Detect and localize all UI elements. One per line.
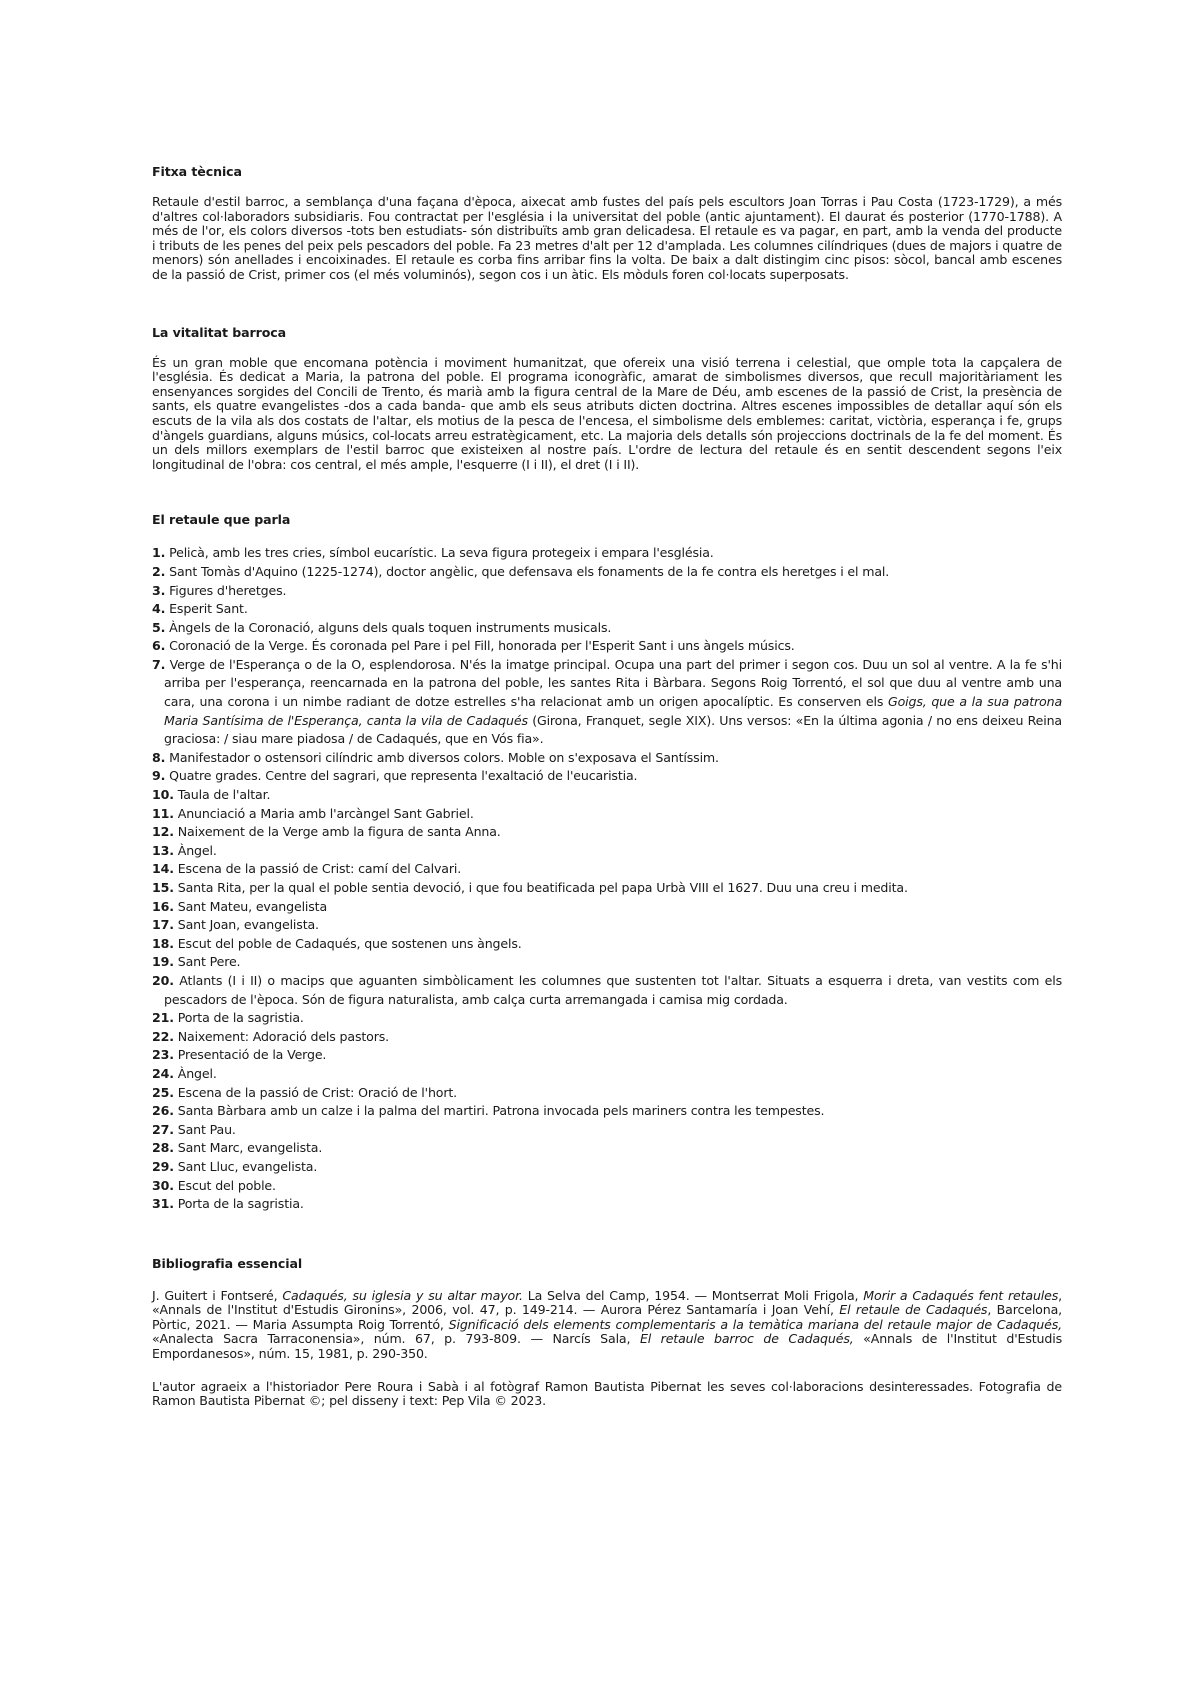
list-item	[152, 972, 1062, 1009]
bibliography-text: , Barcelona, Pòrtic, 2021. — Maria Assumpta Roig Torrentó,	[152, 1302, 1062, 1332]
item-number: 17.	[152, 917, 174, 933]
bibliography-title: Significació dels elements complementaris a la temàtica mariana del retaule major de Cadaqués,	[448, 1316, 1062, 1332]
item-number: 25.	[152, 1084, 174, 1100]
bibliography-paragraph	[152, 1289, 1062, 1362]
item-number: 30.	[152, 1177, 174, 1193]
section-heading: La vitalitat barroca	[152, 324, 287, 340]
list-item	[152, 600, 1062, 619]
item-text: Sant Pau.	[177, 1121, 236, 1137]
item-number: 16.	[152, 898, 174, 914]
item-text: (Girona, Franquet, segle XIX). Uns versos: «En la última agonia / no ens deixeu Reina graciosa: / siau mare piadosa / de Cadaqués, que en Vós fia».	[164, 712, 1062, 747]
item-number: 26.	[152, 1103, 174, 1119]
item-text: Taula de l'altar.	[177, 787, 271, 803]
item-text: Santa Rita, per la qual el poble sentia devoció, i que fou beatificada pel papa Urbà VIII el 1627. Duu una creu i medita.	[177, 880, 908, 895]
list-item	[152, 935, 1062, 954]
item-number: 7.	[152, 656, 166, 672]
item-number: 23.	[152, 1047, 174, 1063]
section-heading: El retaule que parla	[152, 512, 291, 528]
item-number: 13.	[152, 842, 174, 858]
section-paragraph: Retaule d'estil barroc, a semblança d'una façana d'època, aixecat amb fustes del país pels escultors Joan Torras i Pau Costa (1723-1729), a més d'altres col·laboradors subsidiaris. Fou contractat per l'església i la universitat del poble (antic ajuntament). El daurat és posterior (1770-1788). A més de l'or, els colors diversos -tots ben estudiats- són distribuïts amb gran delicadesa. El retaule es va pagar, en part, amb la venda del producte i tributs de les penes del peix pels pescadors del poble. Fa 23 metres d'alt per 12 d'amplada. Les columnes cilíndriques (dues de majors i quatre de menors) són anellades i encoixinades. El retaule es corba fins arribar fins la volta. De baix a dalt distingim cinc pisos: sòcol, bancal amb escenes de la passió de Crist, primer cos (el més voluminós), segon cos i un àtic. Els mòduls foren col·locats superposats.	[152, 194, 1062, 282]
item-text: Verge de l'Esperança o de la O, esplendorosa. N'és la imatge principal. Ocupa una part del primer i segon cos. Duu un sol al ventre. A la fe s'hi arriba per l'esperança, reencarnada en la patrona del poble, les santes Rita i Bàrbara. Segons Roig Torrentó, el sol que duu al ventre amb una cara, una corona i un nimbe radiant de dotze estrelles s'ha relacionat amb un origen apocalíptic. Es conserven els	[164, 656, 1062, 710]
item-text: Naixement de la Verge amb la figura de santa Anna.	[177, 824, 501, 840]
item-number: 11.	[152, 805, 174, 821]
item-text: Sant Lluc, evangelista.	[177, 1158, 318, 1174]
item-text: Àngel.	[177, 842, 217, 858]
item-text: Atlants (I i II) o macips que aguanten simbòlicament les columnes que sustenten tot l'altar. Situats a esquerra i dreta, van vestits com els pescadors de l'època. Són de figura naturalista, amb calça curta arremangada i camisa mig cordada.	[164, 972, 1063, 1007]
bibliography-text: «Annals de l'Institut d'Estudis Empordanesos», núm. 15, 1981, p. 290-350.	[152, 1331, 1062, 1362]
list-item	[152, 1139, 1062, 1158]
section-paragraph: És un gran moble que encomana potència i moviment humanitzat, que ofereix una visió terrena i celestial, que omple tota la capçalera de l'església. És dedicat a Maria, la patrona del poble. El programa iconogràfic, amarat de simbolismes diversos, que recull majoritàriament les ensenyances sorgides del Concili de Trento, és marià amb la figura central de la Mare de Déu, amb escenes de la passió de Crist, la presència de sants, els quatre evangelistes -dos a cada banda- que amb els seus atributs dicten doctrina. Altres escenes impossibles de detallar aquí són els escuts de la vila als dos costats de l'altar, els motius de la pesca de l'encesa, el simbolisme dels emblemes: caritat, victòria, esperança i fe, grups d'àngels guardians, alguns músics, col-locats arreu estratègicament, etc. La majoria dels detalls són projeccions doctrinals de la fe del moment. És un dels millors exemplars de l'estil barroc que existeixen al nostre país. L'ordre de lectura del retaule és en sentit descendent segons l'eix longitudinal de l'obra: cos central, el més ample, l'esquerre (I i II), el dret (I i II).	[152, 354, 1062, 472]
list-item	[152, 1121, 1062, 1140]
item-number: 21.	[152, 1010, 174, 1026]
item-text: Escut del poble de Cadaqués, que sostenen uns àngels.	[177, 935, 522, 951]
item-text: Anunciació a Maria amb l'arcàngel Sant Gabriel.	[177, 805, 474, 821]
item-text: Quatre grades. Centre del sagrari, que representa l'exaltació de l'eucaristia.	[169, 768, 638, 784]
list-item	[152, 823, 1062, 842]
item-number: 28.	[152, 1140, 174, 1156]
list-item	[152, 898, 1062, 917]
item-number: 22.	[152, 1028, 174, 1044]
bibliography-text: , «Annals de l'Institut d'Estudis Gironins», 2006, vol. 47, p. 149-214. — Aurora Pérez Santamaría i Joan Vehí,	[152, 1287, 1062, 1318]
item-number: 24.	[152, 1065, 174, 1081]
item-text: Sant Pere.	[177, 954, 241, 970]
bibliography-text: «Analecta Sacra Tarraconensia», núm. 67, p. 793-809. — Narcís Sala,	[152, 1331, 640, 1347]
document-page	[152, 164, 1062, 1409]
item-number: 4.	[152, 601, 166, 617]
list-item	[152, 637, 1062, 656]
item-number: 12.	[152, 824, 174, 840]
section-fitxa-tecnica	[152, 164, 1062, 283]
item-number: 14.	[152, 861, 174, 877]
bibliography-title: El retaule barroc de Cadaqués,	[639, 1331, 854, 1347]
bibliography-title: Morir a Cadaqués fent retaules	[863, 1287, 1059, 1303]
item-number: 18.	[152, 935, 174, 951]
item-text: Figures d'heretges.	[169, 582, 287, 598]
item-text: Sant Tomàs d'Aquino (1225-1274), doctor angèlic, que defensava els fonaments de la fe contra els heretges i el mal.	[169, 563, 890, 579]
item-text: Escut del poble.	[177, 1177, 276, 1193]
list-item	[152, 805, 1062, 824]
numbered-list	[152, 544, 1062, 1213]
list-item	[152, 767, 1062, 786]
item-text: Naixement: Adoració dels pastors.	[177, 1028, 389, 1044]
item-number: 10.	[152, 787, 174, 803]
item-number: 5.	[152, 619, 166, 635]
item-text: Esperit Sant.	[169, 601, 248, 617]
item-number: 31.	[152, 1196, 174, 1212]
list-item	[152, 879, 1062, 898]
bibliography-title: El retaule de Cadaqués	[839, 1302, 988, 1318]
item-number: 1.	[152, 545, 166, 561]
list-item	[152, 1009, 1062, 1028]
section-bibliografia	[152, 1256, 1062, 1409]
list-item	[152, 544, 1062, 563]
item-text: Sant Mateu, evangelista	[177, 898, 328, 914]
bibliography-text: La Selva del Camp, 1954. — Montserrat Moli Frigola,	[522, 1287, 864, 1303]
list-item	[152, 842, 1062, 861]
list-item	[152, 786, 1062, 805]
item-text: Sant Marc, evangelista.	[177, 1140, 323, 1156]
item-text: Presentació de la Verge.	[177, 1047, 327, 1063]
list-item	[152, 563, 1062, 582]
item-text: Santa Bàrbara amb un calze i la palma del martiri. Patrona invocada pels mariners contra les tempestes.	[177, 1103, 825, 1119]
item-number: 27.	[152, 1121, 174, 1137]
item-text: Escena de la passió de Crist: camí del Calvari.	[177, 861, 462, 877]
bibliography-title: Cadaqués, su iglesia y su altar mayor.	[282, 1287, 523, 1303]
list-item	[152, 1065, 1062, 1084]
list-item	[152, 916, 1062, 935]
list-item	[152, 1102, 1062, 1121]
item-text: Manifestador o ostensori cilíndric amb diversos colors. Moble on s'exposava el Santíssim.	[169, 749, 719, 765]
list-item	[152, 1028, 1062, 1047]
list-item	[152, 953, 1062, 972]
section-heading: Bibliografia essencial	[152, 1255, 303, 1271]
section-vitalitat-barroca	[152, 325, 1062, 473]
list-item	[152, 860, 1062, 879]
list-item	[152, 749, 1062, 768]
item-text: Pelicà, amb les tres cries, símbol eucarístic. La seva figura protegeix i empara l'església.	[169, 545, 714, 561]
list-item	[152, 1158, 1062, 1177]
item-number: 29.	[152, 1158, 174, 1174]
list-item	[152, 1084, 1062, 1103]
item-text: Àngels de la Coronació, alguns dels quals toquen instruments musicals.	[169, 619, 612, 635]
item-text: Coronació de la Verge. És coronada pel Pare i pel Fill, honorada per l'Esperit Sant i uns àngels músics.	[169, 638, 795, 654]
list-item	[152, 1195, 1062, 1214]
acknowledgement-paragraph: L'autor agraeix a l'historiador Pere Roura i Sabà i al fotògraf Ramon Bautista Pibernat les seves col·laboracions desinteressades. Fotografia de Ramon Bautista Pibernat ©; pel disseny i text: Pep Vila © 2023.	[152, 1378, 1062, 1409]
item-number: 8.	[152, 749, 166, 765]
item-number: 15.	[152, 880, 174, 895]
item-text-italic: Goigs, que a la sua patrona Maria Santísima de l'Esperança, canta la vila de Cadaqués	[164, 694, 1063, 728]
item-number: 20.	[152, 972, 174, 988]
item-text: Porta de la sagristia.	[177, 1196, 304, 1212]
section-retaule-que-parla	[152, 512, 1062, 1213]
item-text: Porta de la sagristia.	[177, 1010, 304, 1026]
list-item	[152, 1046, 1062, 1065]
item-number: 3.	[152, 582, 166, 598]
item-number: 6.	[152, 638, 166, 654]
item-number: 9.	[152, 768, 166, 784]
list-item	[152, 656, 1062, 749]
item-text: Àngel.	[177, 1065, 217, 1081]
list-item	[152, 582, 1062, 601]
list-item	[152, 1177, 1062, 1196]
item-number: 2.	[152, 563, 166, 579]
item-text: Escena de la passió de Crist: Oració de l'hort.	[177, 1084, 457, 1100]
section-heading: Fitxa tècnica	[152, 164, 242, 179]
bibliography-text: J. Guitert i Fontseré,	[152, 1287, 283, 1303]
list-item	[152, 619, 1062, 638]
item-number: 19.	[152, 954, 174, 970]
item-text: Sant Joan, evangelista.	[177, 917, 319, 933]
